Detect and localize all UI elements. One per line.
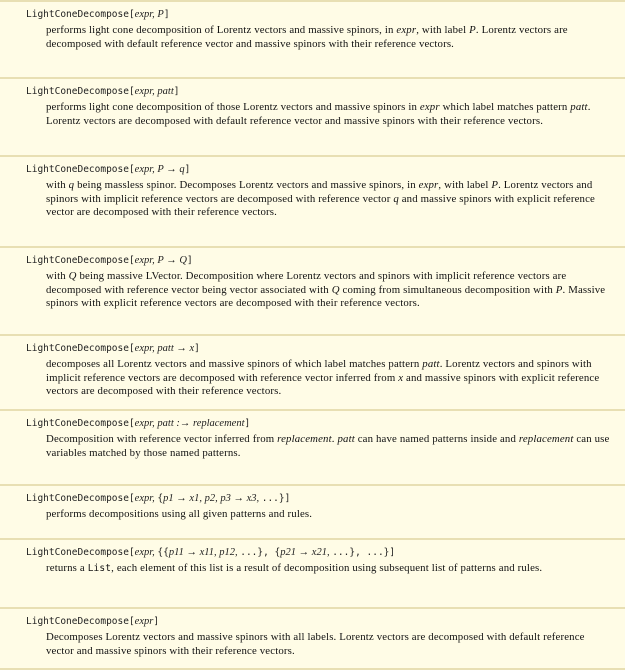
signature-code: ] — [194, 343, 200, 354]
usage-description — [46, 508, 613, 522]
usage-signature — [26, 255, 193, 266]
description-symbol: replacement — [277, 433, 332, 445]
signature-argument: p11 → x11, p12, — [168, 547, 241, 558]
signature-argument: p1 → x1, p2, p3 → x3, — [163, 493, 262, 504]
usage-signature — [26, 418, 250, 429]
usage-signature — [26, 86, 179, 97]
description-text: . — [331, 433, 338, 445]
signature-argument: expr, — [134, 493, 158, 504]
usage-description — [46, 24, 613, 51]
description-text: and massive spinors with explicit reference vector are decomposed with their reference vectors. — [46, 192, 595, 218]
description-text: and massive spinors with explicit reference vectors are decomposed with their reference vectors. — [46, 371, 600, 397]
usage-signature — [26, 343, 200, 354]
signature-argument: expr, P → Q — [134, 255, 187, 266]
signature-argument: expr, patt → x — [134, 343, 195, 354]
signature-code: ] — [163, 9, 170, 20]
description-symbol: q — [393, 192, 399, 205]
usage-description — [46, 270, 613, 311]
usage-entry — [0, 411, 625, 486]
usage-entry — [0, 79, 625, 157]
usage-entry — [0, 486, 625, 540]
signature-argument: expr, patt — [134, 86, 174, 97]
description-text: with — [46, 270, 69, 282]
description-symbol: patt — [422, 358, 440, 370]
usage-signature — [26, 493, 290, 504]
signature-code: ...}, { — [240, 547, 281, 558]
description-text: , with label — [416, 24, 470, 36]
description-symbol: Q — [68, 270, 77, 282]
usage-description — [46, 433, 613, 460]
description-text: can use variables matched by those named patterns. — [46, 433, 610, 459]
usage-signature — [26, 616, 159, 627]
signature-code: {{ — [157, 547, 169, 558]
signature-code: ] — [186, 255, 193, 266]
description-symbol: patt — [570, 101, 588, 113]
description-text: being massive LVector. Decomposition where Lorentz vectors and spinors with implicit reference vectors are decomposed with reference vector being vector associated with — [46, 270, 567, 296]
signature-argument: expr, P — [134, 9, 164, 20]
description-symbol: x — [398, 371, 404, 384]
description-text: performs light cone decomposition of those Lorentz vectors and massive spinors in — [46, 101, 420, 113]
usage-description — [46, 179, 613, 220]
signature-code: ] — [173, 86, 180, 97]
signature-code: LightConeDecompose[ — [26, 616, 135, 627]
signature-code: LightConeDecompose[ — [26, 547, 135, 558]
description-text: being massless spinor. Decomposes Lorentz vectors and massive spinors, in — [74, 179, 419, 191]
usage-entry — [0, 157, 625, 248]
signature-code: LightConeDecompose[ — [26, 418, 135, 429]
signature-code: LightConeDecompose[ — [26, 493, 135, 504]
description-text: . Lorentz vectors and spinors with implicit reference vectors are decomposed with reference vector inferred from — [46, 358, 592, 384]
signature-argument: expr — [134, 616, 154, 627]
description-text: decomposes all Lorentz vectors and massive spinors of which label matches pattern — [46, 358, 423, 370]
description-symbol: expr — [419, 101, 440, 113]
usage-entry — [0, 0, 625, 79]
signature-code: { — [157, 493, 164, 504]
signature-code: LightConeDecompose[ — [26, 255, 135, 266]
description-text: performs decompositions using all given patterns and rules. — [46, 508, 313, 520]
description-symbol: expr — [396, 24, 417, 36]
description-symbol: P — [555, 283, 563, 296]
usage-entry — [0, 336, 625, 411]
usage-entry — [0, 609, 625, 670]
description-text: Decomposition with reference vector inferred from — [46, 433, 278, 445]
signature-argument: expr, P → q — [134, 164, 185, 175]
description-text: with — [46, 179, 69, 191]
description-text: , each element of this list is a result of decomposition using subsequent list of patterns and rules. — [111, 562, 543, 574]
description-symbol: P — [469, 24, 476, 36]
description-symbol: P — [491, 179, 499, 191]
description-text: . Massive spinors with explicit reference vectors are decomposed with their reference vectors. — [46, 283, 606, 309]
description-text: which label matches pattern — [439, 101, 571, 113]
signature-argument: expr, — [134, 547, 158, 558]
usage-description — [46, 631, 613, 658]
usage-signature — [26, 164, 190, 175]
usage-entry — [0, 248, 625, 336]
description-symbol: replacement — [518, 433, 574, 445]
description-text: . Lorentz vectors are decomposed with default reference vector and massive spinors with their reference vectors. — [46, 101, 591, 127]
description-text: performs light cone decomposition of Lorentz vectors and massive spinors, in — [46, 24, 397, 36]
signature-code: ] — [153, 616, 160, 627]
signature-code: ] — [244, 418, 251, 429]
description-symbol: patt — [337, 433, 355, 445]
description-text: . Lorentz vectors and spinors with implicit reference vectors are decomposed with reference vector — [46, 179, 593, 205]
description-symbol: q — [68, 179, 75, 191]
description-text: , with label — [438, 179, 492, 191]
usage-description — [46, 358, 613, 399]
signature-argument: expr, patt :→ replacement — [134, 418, 245, 429]
description-text: Decomposes Lorentz vectors and massive spinors with all labels. Lorentz vectors are decomposed with default reference vector and massive spinors with their reference vectors. — [46, 631, 585, 657]
usage-description — [46, 562, 613, 576]
signature-argument: p21 → x21, — [280, 547, 333, 558]
signature-code: LightConeDecompose[ — [26, 86, 135, 97]
usage-entry — [0, 540, 625, 609]
description-text: . Lorentz vectors are decomposed with default reference vector and massive spinors with their reference vectors. — [46, 24, 568, 50]
usage-signature — [26, 547, 395, 558]
signature-code: LightConeDecompose[ — [26, 343, 135, 354]
signature-code: LightConeDecompose[ — [26, 164, 135, 175]
description-text: coming from simultaneous decomposition with — [339, 283, 556, 296]
description-symbol: Q — [331, 283, 340, 296]
description-symbol: expr — [418, 179, 439, 191]
signature-code: ...}] — [261, 493, 291, 504]
signature-code: ...}, ...}] — [332, 547, 396, 558]
description-text: returns a — [46, 562, 88, 574]
signature-code: LightConeDecompose[ — [26, 9, 135, 20]
description-text: can have named patterns inside and — [354, 433, 519, 445]
usage-description — [46, 101, 613, 128]
signature-code: ] — [184, 164, 191, 175]
usage-signature — [26, 9, 170, 20]
description-code: List — [87, 563, 112, 574]
